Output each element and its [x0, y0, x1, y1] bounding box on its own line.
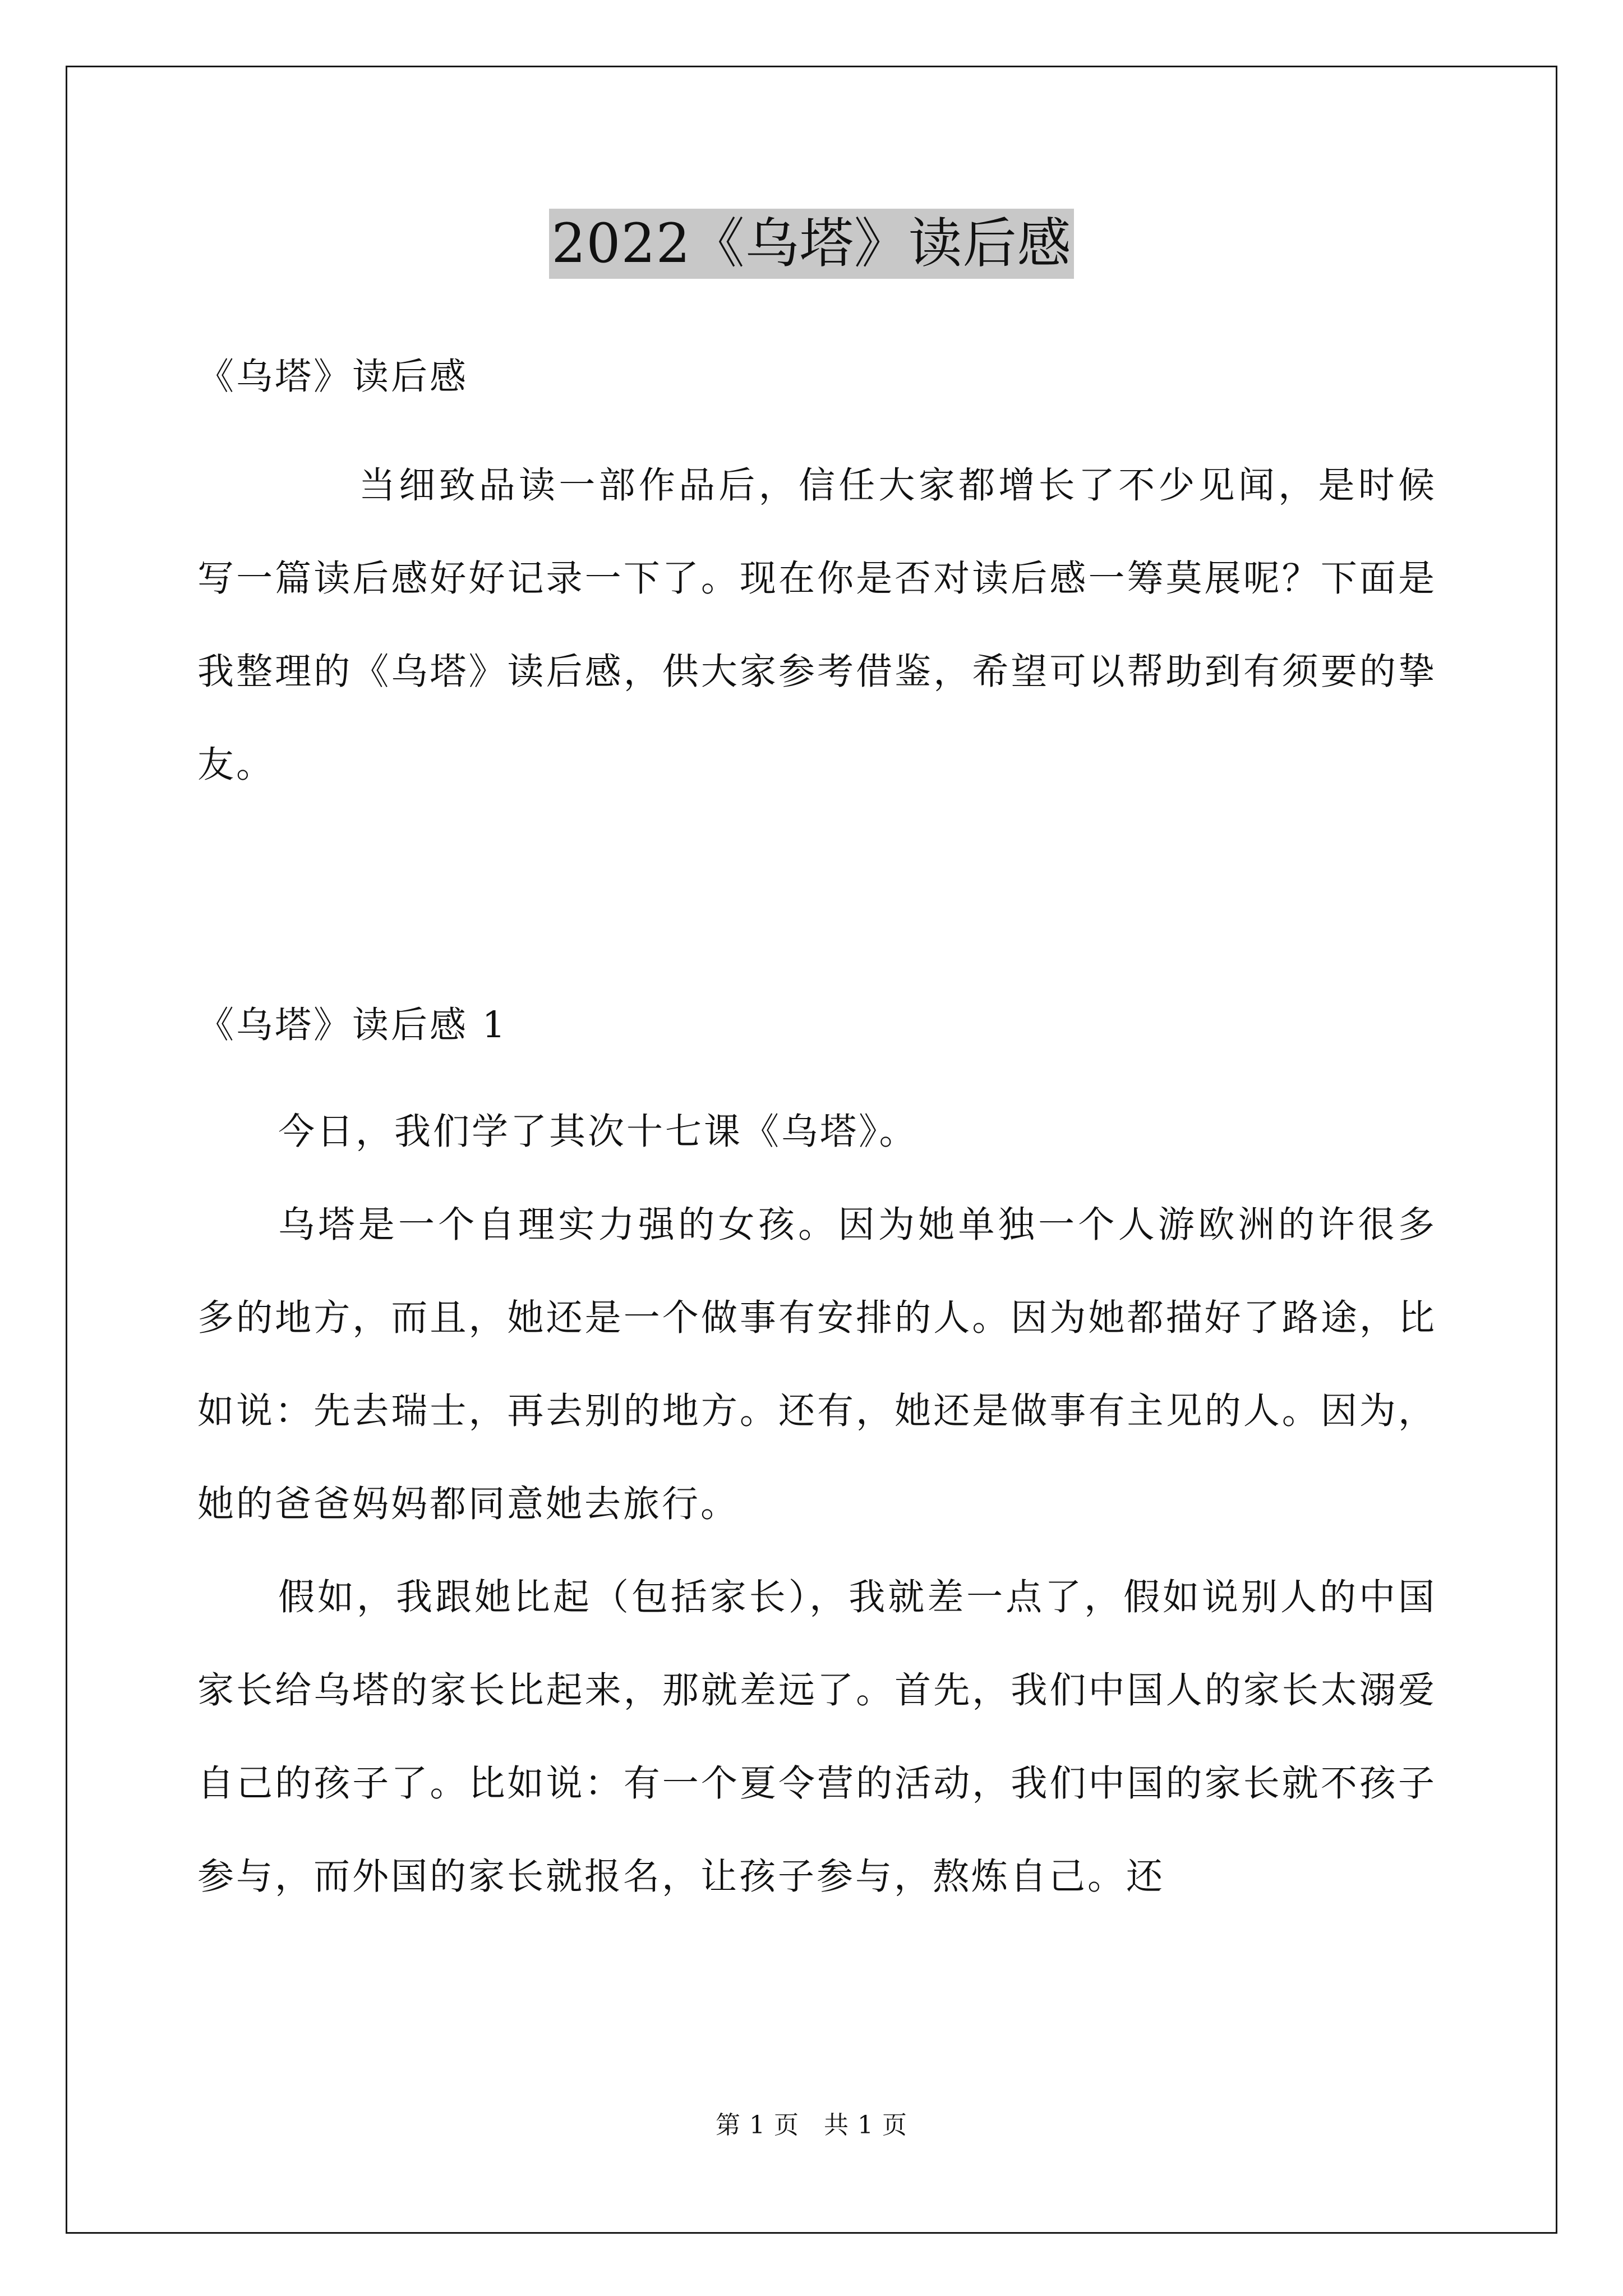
- document-subtitle: 《乌塔》读后感: [197, 356, 469, 398]
- section-heading: 《乌塔》读后感 1: [197, 1004, 508, 1046]
- page-number: 第 1 页: [716, 2111, 799, 2139]
- body-paragraph: 假如，我跟她比起（包括家长），我就差一点了，假如说别人的中国家长给乌塔的家长比起来，那就差远了。首先，我们中国人的家长太溺爱自己的孩子了。比如说：有一个夏令营的活动，我们中国的家长就不孩子参与，而外国的家长就报名，让孩子参与，熬炼自己。还: [197, 1576, 1437, 1898]
- section-body: [197, 1085, 1437, 1924]
- document-title: [0, 209, 1623, 279]
- intro-paragraph: 当细致品读一部作品后，信任大家都增长了不少见闻，是时候写一篇读后感好好记录一下了。现在你是否对读后感一筹莫展呢？下面是我整理的《乌塔》读后感，供大家参考借鉴，希望可以帮助到有须要的挚友。: [197, 464, 1437, 786]
- intro-paragraph-block: [197, 439, 1437, 812]
- body-paragraph: 乌塔是一个自理实力强的女孩。因为她单独一个人游欧洲的许很多多的地方，而且，她还是一个做事有安排的人。因为她都描好了路途，比如说：先去瑞士，再去别的地方。还有，她还是做事有主见的人。因为，她的爸爸妈妈都同意她去旅行。: [197, 1204, 1437, 1525]
- page-footer: [0, 2105, 1623, 2141]
- body-paragraph: 今日，我们学了其次十七课《乌塔》。: [278, 1111, 918, 1153]
- page-total: 共 1 页: [824, 2111, 907, 2139]
- title-text: 2022《乌塔》读后感: [549, 209, 1073, 279]
